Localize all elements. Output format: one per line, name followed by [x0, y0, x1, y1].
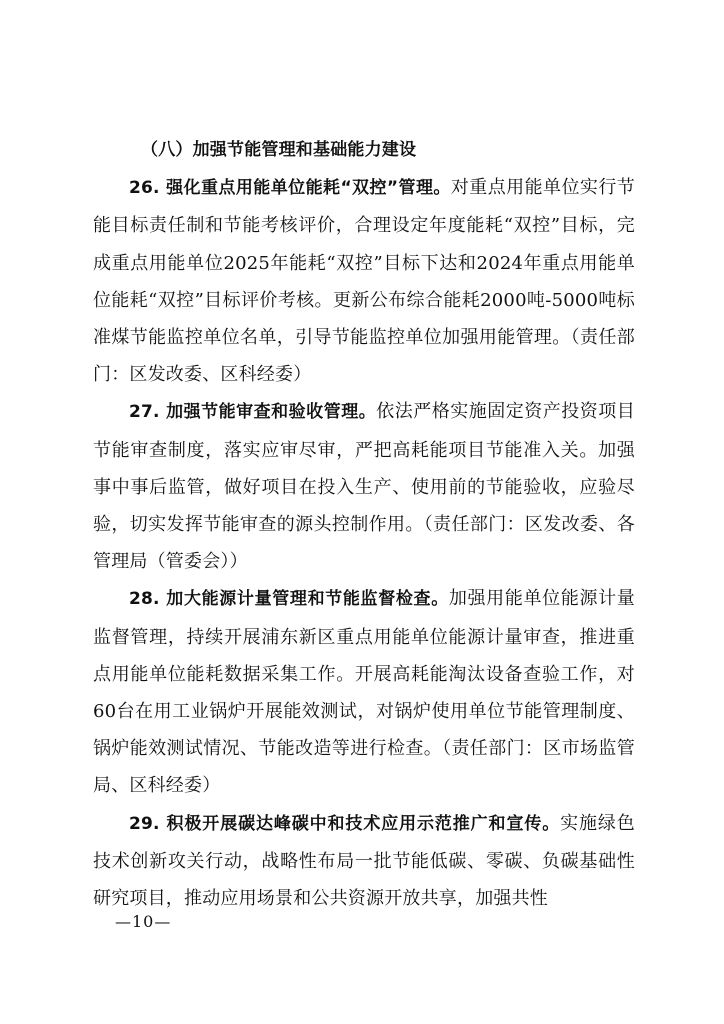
item-27-title: 27. 加强节能审查和验收管理。 — [129, 402, 377, 423]
document-body — [93, 132, 635, 917]
item-29-paragraph — [93, 805, 635, 918]
item-28-paragraph — [93, 580, 635, 804]
page-number: —10— — [115, 912, 172, 931]
item-26-body: 对重点用能单位实行节能目标责任制和节能考核评价，合理设定年度能耗“双控”目标，完成重点用能单位2025年能耗“双控”目标下达和2024年重点用能单位能耗“双控”目标评价考核。更新公布综合能耗2000吨-5000吨标准煤节能监控单位名单，引导节能监控单位加强用能管理。（责任部门：区发改委、区科经委） — [93, 177, 635, 386]
item-27-paragraph — [93, 393, 635, 580]
item-29-body: 实施绿色技术创新攻关行动，战略性布局一批节能低碳、零碳、负碳基础性研究项目，推动应用场景和公共资源开放共享，加强共性 — [93, 812, 635, 910]
item-28-body: 加强用能单位能源计量监督管理，持续开展浦东新区重点用能单位能源计量审查，推进重点用能单位能耗数据采集工作。开展高耗能淘汰设备查验工作，对60台在用工业锅炉开展能效测试，对锅炉使用单位节能管理制度、锅炉能效测试情况、节能改造等进行检查。（责任部门：区市场监管局、区科经委） — [93, 588, 635, 797]
item-27-body: 依法严格实施固定资产投资项目节能审查制度，落实应审尽审，严把高耗能项目节能准入关。加强事中事后监管，做好项目在投入生产、使用前的节能验收，应验尽验，切实发挥节能审查的源头控制作用。（责任部门：区发改委、各管理局（管委会）） — [93, 401, 635, 573]
item-29-title: 29. 积极开展碳达峰碳中和技术应用示范推广和宣传。 — [129, 813, 561, 834]
item-26-paragraph — [93, 169, 635, 393]
item-26-title: 26. 强化重点用能单位能耗“双控”管理。 — [129, 178, 451, 199]
item-28-title: 28. 加大能源计量管理和节能监督检查。 — [129, 589, 449, 610]
section-heading: （八）加强节能管理和基础能力建设 — [141, 140, 417, 160]
